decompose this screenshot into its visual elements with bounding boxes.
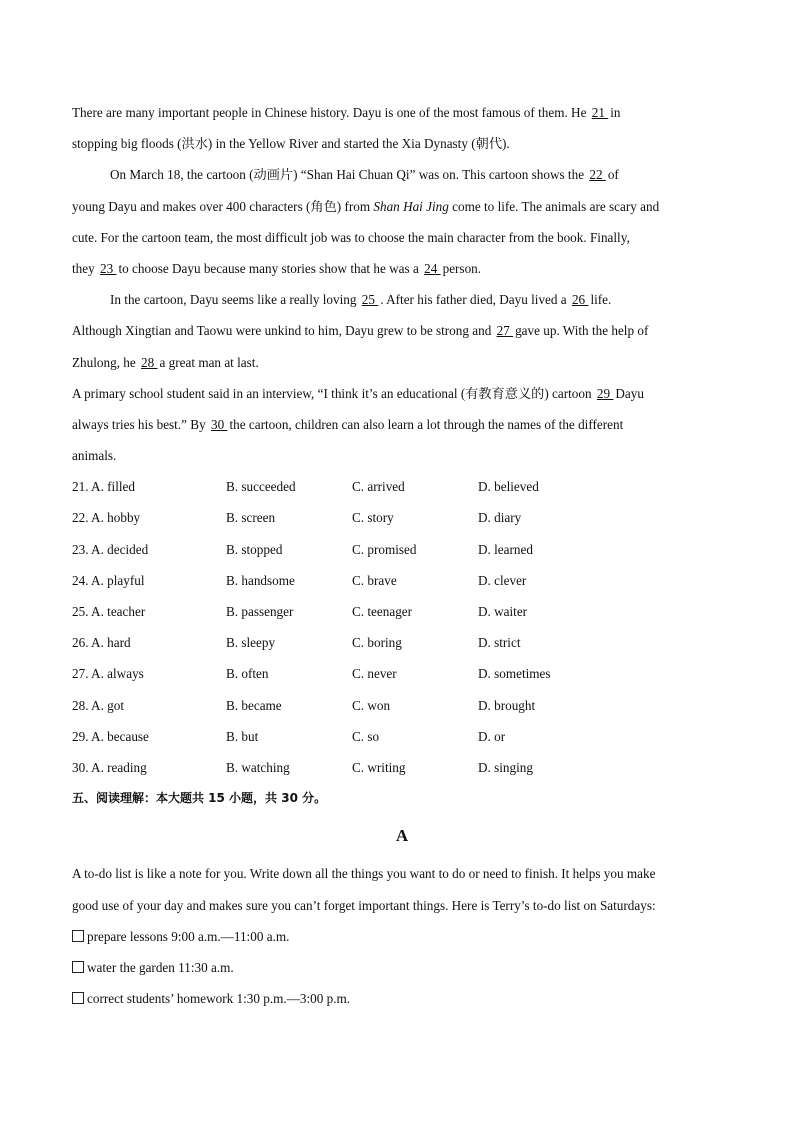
intro-line: good use of your day and makes sure you can’t forget important things. Here is Terry’s to-do list on Saturdays:	[72, 897, 656, 913]
option-d: D. strict	[478, 635, 521, 651]
option-c: C. arrived	[352, 479, 405, 495]
option-a: 29. A. because	[72, 728, 149, 744]
todo-item	[72, 952, 732, 983]
text: come to life. The animals are scary and	[448, 198, 660, 214]
options-list	[72, 471, 732, 783]
text: Although Xingtian and Taowu were unkind to him, Dayu grew to be strong and	[72, 323, 495, 339]
blank-30: 30	[210, 416, 228, 432]
worksheet-page	[72, 97, 732, 1014]
todo-text: prepare lessons 9:00 a.m.—11:00 a.m.	[87, 928, 290, 944]
text: In the cartoon, Dayu seems like a really loving	[110, 292, 360, 308]
text: gave up. With the help of	[515, 323, 649, 339]
option-a: 25. A. teacher	[72, 604, 146, 619]
option-d: D. clever	[478, 572, 527, 588]
option-c: C. brave	[352, 572, 397, 588]
blank-21: 21	[591, 105, 609, 120]
option-row	[72, 565, 732, 596]
text: Zhulong, he	[72, 354, 140, 370]
option-b: B. sleepy	[226, 635, 276, 651]
passage-line	[72, 347, 732, 378]
todo-text: correct students’ homework 1:30 p.m.—3:00 p.m.	[87, 991, 351, 1007]
option-row	[72, 721, 732, 752]
option-a: 30. A. reading	[72, 759, 147, 775]
text: Dayu	[615, 385, 644, 401]
text: There are many important people in Chinese history. Dayu is one of the most famous of them. He	[72, 105, 590, 120]
option-b: B. passenger	[226, 604, 294, 619]
option-c: C. won	[352, 697, 391, 713]
text: person.	[442, 260, 482, 276]
passage-line	[72, 222, 732, 253]
text: . After his father died, Dayu lived a	[380, 292, 570, 308]
option-b: B. stopped	[226, 541, 283, 557]
option-d: D. or	[478, 728, 506, 744]
option-row	[72, 502, 732, 533]
option-c: C. promised	[352, 541, 417, 557]
text: of	[607, 167, 619, 183]
option-d: D. singing	[478, 759, 533, 775]
option-c: C. never	[352, 666, 397, 682]
passage-line	[72, 253, 732, 284]
blank-22: 22	[589, 167, 606, 183]
option-row	[72, 596, 732, 627]
option-c: C. writing	[352, 759, 406, 775]
passage-line	[72, 409, 732, 440]
option-d: D. learned	[478, 541, 533, 557]
text: life.	[590, 292, 612, 308]
option-row	[72, 534, 732, 565]
blank-25: 25	[361, 292, 379, 308]
passage-line	[72, 284, 732, 315]
option-row	[72, 471, 732, 502]
option-b: B. handsome	[226, 572, 295, 588]
checkbox-icon	[72, 930, 84, 942]
option-a: 27. A. always	[72, 666, 144, 682]
option-a: 26. A. hard	[72, 635, 131, 651]
checkbox-icon	[72, 992, 84, 1004]
text: to choose Dayu because many stories show that he was a	[118, 260, 423, 276]
blank-26: 26	[571, 292, 589, 308]
option-c: C. so	[352, 728, 380, 744]
text: On March 18, the cartoon (动画片) “Shan Hai Chuan Qi” was on. This cartoon shows the	[110, 167, 588, 183]
option-row	[72, 690, 732, 721]
passage-line	[72, 440, 732, 471]
option-d: D. sometimes	[478, 666, 551, 682]
blank-27: 27	[496, 323, 514, 339]
option-d: D. brought	[478, 697, 536, 713]
option-a: 23. A. decided	[72, 541, 149, 557]
text: the cartoon, children can also learn a lot through the names of the different	[229, 416, 624, 432]
option-a: 22. A. hobby	[72, 510, 141, 526]
text: stopping big floods (洪水) in the Yellow River and started the Xia Dynasty (朝代).	[72, 136, 510, 152]
option-b: B. often	[226, 666, 269, 682]
text: in	[610, 105, 621, 120]
option-c: C. teenager	[352, 604, 413, 619]
text: A primary school student said in an interview, “I think it’s an educational (有教育意义的) cartoon	[72, 385, 595, 401]
text: young Dayu and makes over 400 characters (角色) from	[72, 198, 374, 214]
part-a-heading: A	[395, 826, 409, 846]
blank-28: 28	[141, 354, 158, 370]
intro-line: A to-do list is like a note for you. Write down all the things you want to do or need to finish. It helps you make	[72, 866, 656, 882]
text: a great man at last.	[159, 354, 259, 370]
checkbox-icon	[72, 961, 84, 973]
passage-line	[72, 128, 732, 159]
option-a: 24. A. playful	[72, 572, 145, 588]
blank-24: 24	[424, 260, 441, 276]
option-a: 28. A. got	[72, 697, 125, 713]
option-a: 21. A. filled	[72, 479, 136, 495]
text: they	[72, 260, 99, 276]
section-heading: 五、阅读理解：本大题共 15 小题，共 30 分。	[72, 791, 327, 806]
option-d: D. believed	[478, 479, 539, 495]
option-b: B. became	[226, 697, 282, 713]
option-b: B. succeeded	[226, 479, 296, 495]
option-b: B. screen	[226, 510, 276, 526]
text: always tries his best.” By	[72, 416, 209, 432]
blank-29: 29	[596, 385, 614, 401]
todo-item	[72, 983, 732, 1014]
text: cute. For the cartoon team, the most difficult job was to choose the main character from the book. Finally,	[72, 229, 630, 245]
option-row	[72, 752, 732, 783]
option-d: D. waiter	[478, 604, 528, 619]
passage-line	[72, 97, 732, 128]
book-title: Shan Hai Jing	[373, 198, 449, 214]
option-c: C. story	[352, 510, 394, 526]
passage-line	[72, 315, 732, 346]
text: animals.	[72, 448, 117, 464]
blank-23: 23	[100, 260, 117, 276]
passage-line	[72, 378, 732, 409]
option-row	[72, 627, 732, 658]
option-b: B. but	[226, 728, 259, 744]
option-d: D. diary	[478, 510, 522, 526]
option-c: C. boring	[352, 635, 402, 651]
todo-item	[72, 921, 732, 952]
option-b: B. watching	[226, 759, 290, 775]
todo-text: water the garden 11:30 a.m.	[87, 959, 234, 975]
passage-line	[72, 191, 732, 222]
option-row	[72, 658, 732, 689]
passage-line	[72, 159, 732, 190]
